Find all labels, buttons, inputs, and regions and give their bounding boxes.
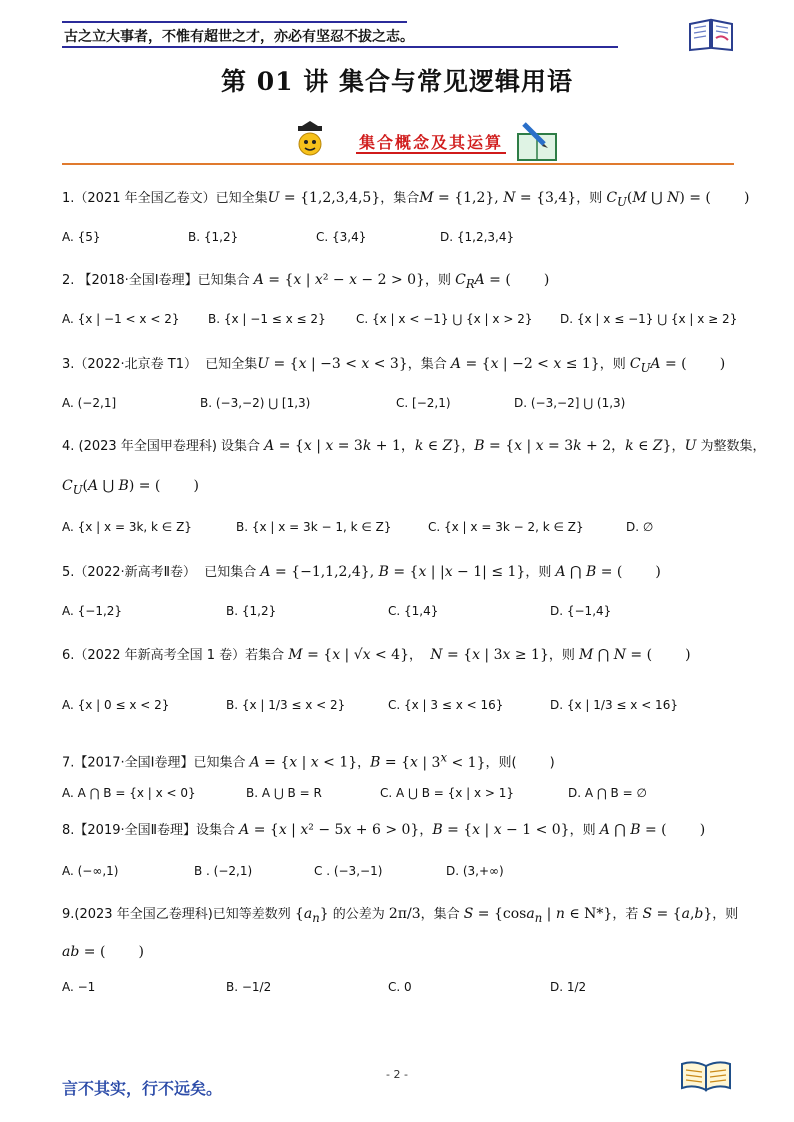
open-book-icon [686, 14, 736, 54]
header-bottom-rule [62, 46, 618, 48]
scholar-mascot-icon [298, 121, 322, 155]
question-text: 1.（2021 年全国乙卷文）已知全集U = {1,2,3,4,5}，集合M = {1,2}, N = {3,4}，则 $C_U(M$ ⋃ N) = ( ) [62, 190, 750, 209]
q9-option-c: C. 0 [388, 980, 412, 994]
q3-option-c: C. [−2,1) [396, 396, 451, 410]
q7-option-c: C. A ⋃ B = {x | x > 1} [380, 786, 515, 800]
question-5: 5.（2022·新高考Ⅱ卷） 已知集合 A = {−1,1,2,4}, B = {x | |x − 1| ≤ 1}，则 A ⋂ B = ( ) [62, 564, 661, 580]
q7-option-d: D. A ⋂ B = ∅ [568, 786, 647, 800]
q1-option-b: B. {1,2} [188, 230, 239, 244]
q8-option-b: B . (−2,1) [194, 864, 253, 878]
q8-option-c: C . (−3,−1) [314, 864, 383, 878]
question-4: 4. (2023 年全国甲卷理科) 设集合 A = {x | x = 3k + 1，k ∈ Z}，B = {x | x = 3k + 2，k ∈ Z}，U 为整数集， [62, 438, 766, 454]
q5-option-c: C. {1,4} [388, 604, 439, 618]
page-title: 第 01 讲 集合与常见逻辑用语 [221, 67, 573, 96]
q4-option-c: C. {x | x = 3k − 2, k ∈ Z} [428, 520, 584, 534]
q3-option-d: D. (−3,−2] ⋃ (1,3) [514, 396, 626, 410]
q3-option-b: B. (−3,−2) ⋃ [1,3) [200, 396, 311, 410]
q1-option-d: D. {1,2,3,4} [440, 230, 515, 244]
q4-option-d: D. ∅ [626, 520, 654, 534]
q6-option-d: D. {x | 1/3 ≤ x < 16} [550, 698, 678, 712]
q9-option-a: A. −1 [62, 980, 96, 994]
q6-option-a: A. {x | 0 ≤ x < 2} [62, 698, 170, 712]
q7-option-b: B. A ⋃ B = R [246, 786, 322, 800]
q2-option-b: B. {x | −1 ≤ x ≤ 2} [208, 312, 326, 326]
q5-option-b: B. {1,2} [226, 604, 277, 618]
pencil-book-icon [518, 124, 556, 160]
q3-option-a: A. (−2,1] [62, 396, 117, 410]
question-2: 2. 【2018·全国Ⅰ卷理】已知集合 A = {x | x² − x − 2 > 0}，则 $C_RA$ = ( ) [62, 272, 550, 291]
q1-option-a: A. {5} [62, 230, 101, 244]
q5-option-a: A. {−1,2} [62, 604, 123, 618]
open-book-icon-footer [680, 1058, 732, 1092]
q5-option-d: D. {−1,4} [550, 604, 612, 618]
question-9-continued: ab = ( ) [62, 944, 144, 960]
q9-option-d: D. 1/2 [550, 980, 587, 994]
question-7: 7.【2017·全国Ⅰ卷理】已知集合 A = {x | x < 1}，B = {x | $3^x < 1$}，则( ) [62, 750, 555, 771]
q7-option-a: A. A ⋂ B = {x | x < 0} [62, 786, 196, 800]
q6-option-c: C. {x | 3 ≤ x < 16} [388, 698, 504, 712]
q2-option-c: C. {x | x < −1} ⋃ {x | x > 2} [356, 312, 533, 326]
q2-option-a: A. {x | −1 < x < 2} [62, 312, 180, 326]
q6-option-b: B. {x | 1/3 ≤ x < 2} [226, 698, 346, 712]
section-title-underline [356, 152, 506, 154]
q8-option-a: A. (−∞,1) [62, 864, 119, 878]
question-3: 3.（2022·北京卷 T1） 已知全集U = {x | −3 < x < 3}，集合 A = {x | −2 < x ≤ 1}，则 $C_UA$ = ( ) [62, 356, 726, 375]
page-number: - 2 - [386, 1068, 408, 1081]
q8-option-d: D. (3,+∞) [446, 864, 504, 878]
q4-option-a: A. {x | x = 3k, k ∈ Z} [62, 520, 192, 534]
section-divider [62, 163, 734, 165]
question-1 [62, 188, 749, 212]
header-top-rule [62, 21, 407, 23]
question-6: 6.（2022 年新高考全国 1 卷）若集合 M = {x | √x < 4}， N = {x | 3x ≥ 1}，则 M ⋂ N = ( ) [62, 647, 691, 663]
q9-option-b: B. −1/2 [226, 980, 272, 994]
question-8: 8.【2019·全国Ⅱ卷理】设集合 A = {x | x² − 5x + 6 > 0}，B = {x | x − 1 < 0}，则 A ⋂ B = ( ) [62, 822, 706, 838]
question-9: 9.(2023 年全国乙卷理科)已知等差数列 $\{a_n\}$ 的公差为 2π/3，集合 S = {cosa$_n$ | n ∈ N*}，若 S = {a,b}，则 [62, 906, 739, 925]
question-4-continued: $C_U(A$ ⋃ B) = ( ) [62, 478, 199, 497]
section-title: 集合概念及其运算 [359, 133, 504, 152]
q4-option-b: B. {x | x = 3k − 1, k ∈ Z} [236, 520, 392, 534]
q1-option-c: C. {3,4} [316, 230, 367, 244]
header-motto: 古之立大事者，不惟有超世之才，亦必有坚忍不拔之志。 [64, 29, 414, 45]
q2-option-d: D. {x | x ≤ −1} ⋃ {x | x ≥ 2} [560, 312, 738, 326]
footer-motto: 言不其实，行不远矣。 [62, 1079, 223, 1098]
